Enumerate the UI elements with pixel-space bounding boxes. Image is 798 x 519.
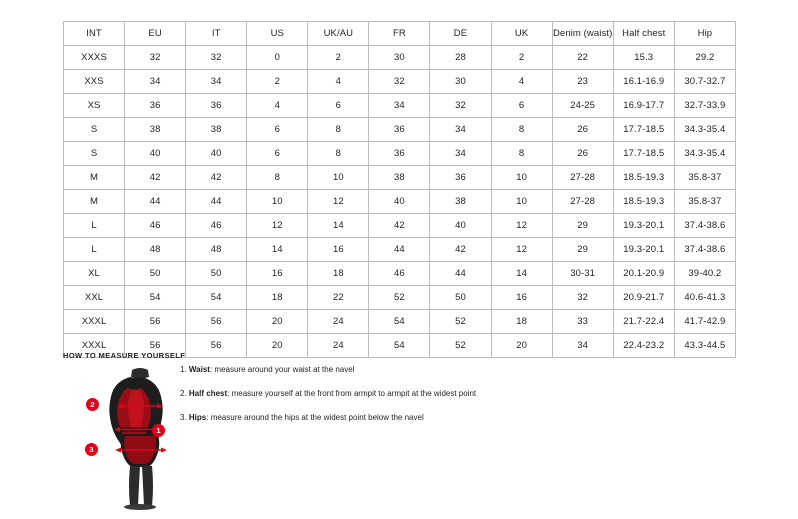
table-cell: 10 (491, 190, 552, 214)
table-cell: 52 (430, 310, 491, 334)
table-cell: 34 (369, 94, 430, 118)
table-cell: 40 (125, 142, 186, 166)
table-cell: 33 (552, 310, 613, 334)
measure-note-1-text: : measure around your waist at the navel (209, 365, 355, 374)
table-cell: 22 (308, 286, 369, 310)
table-cell: 14 (247, 238, 308, 262)
table-cell: 19.3-20.1 (613, 214, 674, 238)
table-cell: 35.8-37 (674, 166, 735, 190)
table-cell: 40 (369, 190, 430, 214)
table-cell: S (64, 118, 125, 142)
size-conversion-table (63, 21, 736, 358)
table-cell: 46 (369, 262, 430, 286)
table-body (64, 46, 736, 358)
table-cell: 38 (369, 166, 430, 190)
table-cell: XXS (64, 70, 125, 94)
table-cell: 48 (186, 238, 247, 262)
table-cell: 54 (125, 286, 186, 310)
table-cell: 20.1-20.9 (613, 262, 674, 286)
table-cell: 20 (247, 310, 308, 334)
table-cell: 0 (247, 46, 308, 70)
table-cell: 18.5-19.3 (613, 190, 674, 214)
table-cell: 14 (308, 214, 369, 238)
table-cell: 30-31 (552, 262, 613, 286)
table-cell: 34.3-35.4 (674, 142, 735, 166)
table-cell: 29.2 (674, 46, 735, 70)
table-cell: L (64, 238, 125, 262)
column-header: Hip (674, 22, 735, 46)
measure-note-2 (180, 388, 600, 399)
table-cell: 2 (491, 46, 552, 70)
table-cell: 18 (308, 262, 369, 286)
table-cell: 40.6-41.3 (674, 286, 735, 310)
table-cell: 4 (308, 70, 369, 94)
table-cell: 50 (430, 286, 491, 310)
table-cell: 12 (308, 190, 369, 214)
table-row (64, 214, 736, 238)
table-cell: 32 (369, 70, 430, 94)
table-cell: 34 (125, 70, 186, 94)
table-cell: 12 (491, 214, 552, 238)
how-to-measure-title: HOW TO MEASURE YOURSELF (63, 351, 186, 360)
table-cell: 24-25 (552, 94, 613, 118)
table-cell: 34 (430, 142, 491, 166)
table-cell: XS (64, 94, 125, 118)
measure-note-3-text: : measure around the hips at the widest point below the navel (206, 413, 424, 423)
table-cell: 4 (491, 70, 552, 94)
table-cell: 30.7-32.7 (674, 70, 735, 94)
table-cell: 32 (430, 94, 491, 118)
table-cell: 44 (186, 190, 247, 214)
table-cell: XXXS (64, 46, 125, 70)
table-cell: 10 (308, 166, 369, 190)
measure-note-2-number: 2. (180, 389, 187, 399)
table-cell: 54 (369, 310, 430, 334)
column-header: UK (491, 22, 552, 46)
table-cell: XL (64, 262, 125, 286)
table-row (64, 262, 736, 286)
table-cell: 36 (430, 166, 491, 190)
table-cell: 54 (186, 286, 247, 310)
column-header: EU (125, 22, 186, 46)
measure-note-1 (180, 364, 600, 375)
table-cell: 40 (430, 214, 491, 238)
table-cell: 6 (247, 118, 308, 142)
table-cell: XXXL (64, 310, 125, 334)
table-cell: XXL (64, 286, 125, 310)
table-cell: 6 (308, 94, 369, 118)
column-header: US (247, 22, 308, 46)
table-cell: 37.4-38.6 (674, 214, 735, 238)
table-cell: 44 (430, 262, 491, 286)
table-cell: 16.9-17.7 (613, 94, 674, 118)
table-cell: 24 (308, 334, 369, 358)
table-cell: XXXL (64, 334, 125, 358)
table-cell: 38 (430, 190, 491, 214)
table-cell: 42 (430, 238, 491, 262)
column-header: DE (430, 22, 491, 46)
table-cell: 34 (552, 334, 613, 358)
table-cell: 18 (491, 310, 552, 334)
table-cell: 46 (125, 214, 186, 238)
table-cell: 10 (247, 190, 308, 214)
table-row (64, 310, 736, 334)
table-row (64, 238, 736, 262)
table-cell: 50 (125, 262, 186, 286)
measure-note-1-number: 1. (180, 365, 187, 374)
table-cell: 17.7-18.5 (613, 118, 674, 142)
table-cell: 38 (186, 118, 247, 142)
table-cell: 36 (186, 94, 247, 118)
table-cell: 27-28 (552, 166, 613, 190)
table-cell: 10 (491, 166, 552, 190)
table-cell: 34.3-35.4 (674, 118, 735, 142)
measure-badge-1: 1 (152, 424, 165, 437)
table-cell: 4 (247, 94, 308, 118)
measure-note-3 (180, 412, 600, 423)
table-cell: 43.3-44.5 (674, 334, 735, 358)
table-cell: 29 (552, 238, 613, 262)
table-cell: 20.9-21.7 (613, 286, 674, 310)
measure-instructions (180, 364, 600, 437)
table-row (64, 46, 736, 70)
table-cell: 34 (430, 118, 491, 142)
table-cell: 6 (247, 142, 308, 166)
table-cell: 22 (552, 46, 613, 70)
measure-note-2-term: Half chest (188, 389, 228, 399)
table-cell: 12 (247, 214, 308, 238)
table-cell: 16 (308, 238, 369, 262)
measure-badge-3: 3 (85, 443, 98, 456)
table-row (64, 166, 736, 190)
measure-note-2-text: : measure yourself at the front from armpit to armpit at the widest point (227, 389, 477, 399)
column-header: UK/AU (308, 22, 369, 46)
table-cell: 42 (125, 166, 186, 190)
column-header: Half chest (613, 22, 674, 46)
table-cell: L (64, 214, 125, 238)
table-cell: 16 (491, 286, 552, 310)
table-cell: 36 (125, 94, 186, 118)
table-cell: 26 (552, 142, 613, 166)
table-cell: 16 (247, 262, 308, 286)
table-row (64, 94, 736, 118)
table-cell: 50 (186, 262, 247, 286)
table-cell: 32 (186, 46, 247, 70)
table-cell: 16.1-16.9 (613, 70, 674, 94)
table-cell: 17.7-18.5 (613, 142, 674, 166)
column-header: FR (369, 22, 430, 46)
measure-note-1-term: Waist (188, 365, 210, 374)
table-cell: 35.8-37 (674, 190, 735, 214)
table-cell: 52 (369, 286, 430, 310)
table-cell: 2 (247, 70, 308, 94)
table-cell: 32.7-33.9 (674, 94, 735, 118)
table-cell: M (64, 166, 125, 190)
table-cell: 44 (125, 190, 186, 214)
table-cell: 56 (125, 310, 186, 334)
table-cell: 40 (186, 142, 247, 166)
table-cell: 24 (308, 310, 369, 334)
table-cell: 56 (186, 334, 247, 358)
table-cell: 28 (430, 46, 491, 70)
table-cell: 38 (125, 118, 186, 142)
table-cell: 8 (308, 118, 369, 142)
table-cell: 46 (186, 214, 247, 238)
table-cell: 48 (125, 238, 186, 262)
table-cell: S (64, 142, 125, 166)
table-cell: 18.5-19.3 (613, 166, 674, 190)
table-cell: 8 (247, 166, 308, 190)
table-cell: 14 (491, 262, 552, 286)
table-cell: 23 (552, 70, 613, 94)
table-row (64, 142, 736, 166)
table-cell: 30 (430, 70, 491, 94)
table-cell: 8 (491, 142, 552, 166)
table-cell: 44 (369, 238, 430, 262)
table-cell: 37.4-38.6 (674, 238, 735, 262)
table-cell: 56 (186, 310, 247, 334)
column-header: IT (186, 22, 247, 46)
table-cell: 42 (369, 214, 430, 238)
table-cell: 32 (552, 286, 613, 310)
measure-badge-2: 2 (86, 398, 99, 411)
table-cell: 34 (186, 70, 247, 94)
column-header: INT (64, 22, 125, 46)
table-cell: 27-28 (552, 190, 613, 214)
table-cell: 39-40.2 (674, 262, 735, 286)
table-cell: 42 (186, 166, 247, 190)
table-cell: 6 (491, 94, 552, 118)
table-cell: 8 (308, 142, 369, 166)
measure-note-3-number: 3. (180, 413, 187, 423)
table-cell: 20 (491, 334, 552, 358)
table-cell: 56 (125, 334, 186, 358)
table-cell: 54 (369, 334, 430, 358)
table-cell: 52 (430, 334, 491, 358)
table-row (64, 190, 736, 214)
measure-note-3-term: Hips (188, 413, 207, 423)
table-row (64, 70, 736, 94)
table-cell: 18 (247, 286, 308, 310)
table-cell: 19.3-20.1 (613, 238, 674, 262)
table-cell: 2 (308, 46, 369, 70)
table-cell: 30 (369, 46, 430, 70)
table-cell: 20 (247, 334, 308, 358)
table-cell: M (64, 190, 125, 214)
table-cell: 29 (552, 214, 613, 238)
column-header: Denim (waist) (552, 22, 613, 46)
table-cell: 21.7-22.4 (613, 310, 674, 334)
table-cell: 8 (491, 118, 552, 142)
table-cell: 41.7-42.9 (674, 310, 735, 334)
table-cell: 26 (552, 118, 613, 142)
table-cell: 36 (369, 142, 430, 166)
table-cell: 22.4-23.2 (613, 334, 674, 358)
table-cell: 32 (125, 46, 186, 70)
table-cell: 12 (491, 238, 552, 262)
size-table-container (63, 21, 736, 358)
table-row (64, 118, 736, 142)
table-row (64, 286, 736, 310)
table-header-row (64, 22, 736, 46)
table-cell: 15.3 (613, 46, 674, 70)
table-cell: 36 (369, 118, 430, 142)
